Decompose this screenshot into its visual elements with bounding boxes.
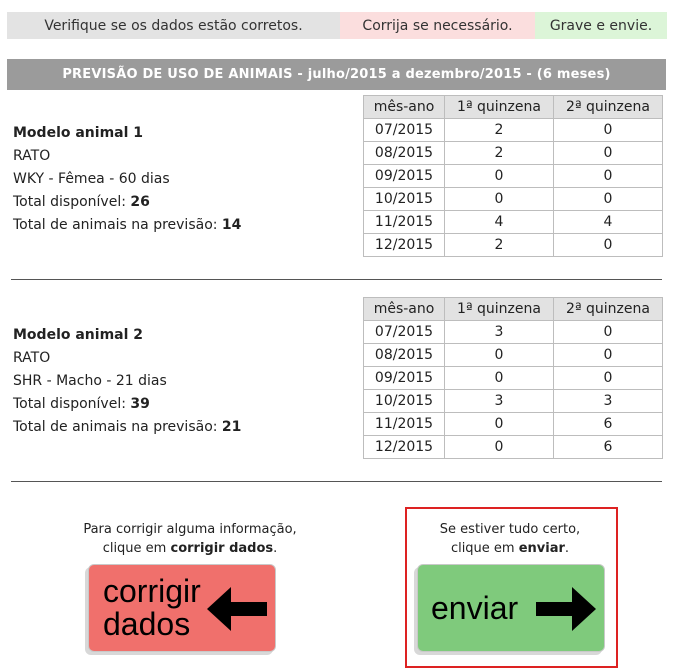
correct-instructions-line1: Para corrigir alguma informação, xyxy=(83,522,297,537)
model-1-info xyxy=(13,122,241,237)
model-1-forecast-table xyxy=(363,95,663,257)
page-title xyxy=(7,59,666,90)
correct-instructions-pre: clique em xyxy=(102,541,171,556)
step-verify xyxy=(7,12,340,39)
cell-second: 4 xyxy=(554,211,663,234)
cell-second: 0 xyxy=(554,188,663,211)
model-2-forecast-table xyxy=(363,297,663,459)
send-instructions-pre: clique em xyxy=(450,541,519,556)
model-2-available xyxy=(13,393,241,416)
cell-month: 10/2015 xyxy=(364,390,445,413)
cell-second: 0 xyxy=(554,119,663,142)
model-1-species: RATO xyxy=(13,148,51,164)
table-row xyxy=(364,344,663,367)
model-2-forecast-label: Total de animais na previsão: xyxy=(13,419,222,435)
section-divider xyxy=(11,279,662,280)
table-row xyxy=(364,119,663,142)
send-instructions xyxy=(410,520,610,558)
step-save-send xyxy=(535,12,667,39)
cell-first: 3 xyxy=(445,321,554,344)
cell-first: 0 xyxy=(445,165,554,188)
model-2-forecast-value: 21 xyxy=(221,419,242,435)
table-row xyxy=(364,142,663,165)
send-instructions-line1: Se estiver tudo certo, xyxy=(439,522,581,537)
correct-data-button-label xyxy=(103,575,203,641)
cell-second: 0 xyxy=(554,344,663,367)
cell-first: 2 xyxy=(445,119,554,142)
cell-month: 07/2015 xyxy=(364,119,445,142)
model-1-forecast-value: 14 xyxy=(221,217,242,233)
send-button-label: enviar xyxy=(431,589,519,626)
cell-month: 10/2015 xyxy=(364,188,445,211)
correct-data-button-line2: dados xyxy=(103,606,191,642)
cell-second: 6 xyxy=(554,413,663,436)
table-row xyxy=(364,211,663,234)
step-correct-label: Corrija se necessário. xyxy=(362,17,513,34)
cell-first: 2 xyxy=(445,234,554,257)
cell-second: 0 xyxy=(554,321,663,344)
model-1-available-label: Total disponível: xyxy=(13,194,131,210)
cell-second: 0 xyxy=(554,234,663,257)
cell-month: 09/2015 xyxy=(364,165,445,188)
correct-instructions xyxy=(40,520,340,558)
cell-second: 6 xyxy=(554,436,663,459)
arrow-left-icon xyxy=(207,587,267,631)
correct-data-button-line1: corrigir xyxy=(103,573,201,609)
table-header-row xyxy=(364,96,663,119)
steps-bar xyxy=(7,12,667,39)
table-header-row xyxy=(364,298,663,321)
table-row xyxy=(364,436,663,459)
cell-first: 0 xyxy=(445,436,554,459)
send-button[interactable] xyxy=(417,564,605,652)
cell-second: 0 xyxy=(554,367,663,390)
cell-first: 0 xyxy=(445,188,554,211)
cell-month: 08/2015 xyxy=(364,142,445,165)
table-row xyxy=(364,390,663,413)
section-divider xyxy=(11,481,662,482)
cell-month: 09/2015 xyxy=(364,367,445,390)
model-2-strain: SHR - Macho - 21 dias xyxy=(13,373,167,389)
cell-second: 0 xyxy=(554,142,663,165)
cell-first: 0 xyxy=(445,367,554,390)
send-instructions-bold: enviar xyxy=(518,541,565,556)
cell-month: 12/2015 xyxy=(364,436,445,459)
cell-first: 2 xyxy=(445,142,554,165)
cell-month: 11/2015 xyxy=(364,413,445,436)
table-row xyxy=(364,413,663,436)
step-save-send-label: Grave e envie. xyxy=(549,17,653,34)
arrow-right-icon xyxy=(536,587,596,631)
cell-first: 0 xyxy=(445,413,554,436)
table-row xyxy=(364,188,663,211)
table-row xyxy=(364,165,663,188)
model-1-available-value: 26 xyxy=(130,194,150,210)
cell-second: 0 xyxy=(554,165,663,188)
cell-first: 4 xyxy=(445,211,554,234)
model-1-forecast xyxy=(13,214,241,237)
column-header-month: mês-ano xyxy=(364,298,445,321)
model-2-available-value: 39 xyxy=(130,396,150,412)
cell-month: 11/2015 xyxy=(364,211,445,234)
model-2-forecast xyxy=(13,416,241,439)
column-header-second-fortnight: 2ª quinzena xyxy=(554,96,663,119)
model-1-forecast-label: Total de animais na previsão: xyxy=(13,217,222,233)
correct-instructions-line2 xyxy=(40,539,340,558)
correct-instructions-post: . xyxy=(273,541,278,556)
cell-month: 12/2015 xyxy=(364,234,445,257)
table-row xyxy=(364,367,663,390)
cell-month: 08/2015 xyxy=(364,344,445,367)
column-header-second-fortnight: 2ª quinzena xyxy=(554,298,663,321)
correct-instructions-bold: corrigir dados xyxy=(170,541,274,556)
cell-month: 07/2015 xyxy=(364,321,445,344)
column-header-first-fortnight: 1ª quinzena xyxy=(445,298,554,321)
correct-data-button[interactable] xyxy=(88,564,276,652)
model-1-name: Modelo animal 1 xyxy=(13,125,144,141)
model-2-available-label: Total disponível: xyxy=(13,396,131,412)
model-2-name: Modelo animal 2 xyxy=(13,327,144,343)
cell-first: 3 xyxy=(445,390,554,413)
table-row xyxy=(364,234,663,257)
model-1-available xyxy=(13,191,241,214)
column-header-first-fortnight: 1ª quinzena xyxy=(445,96,554,119)
model-1-strain: WKY - Fêmea - 60 dias xyxy=(13,171,170,187)
page-title-text: PREVISÃO DE USO DE ANIMAIS - julho/2015 a dezembro/2015 - (6 meses) xyxy=(62,67,611,82)
step-correct xyxy=(340,12,535,39)
model-2-species: RATO xyxy=(13,350,51,366)
step-verify-label: Verifique se os dados estão corretos. xyxy=(44,17,303,34)
table-row xyxy=(364,321,663,344)
column-header-month: mês-ano xyxy=(364,96,445,119)
cell-second: 3 xyxy=(554,390,663,413)
cell-first: 0 xyxy=(445,344,554,367)
model-2-info xyxy=(13,324,241,439)
send-instructions-post: . xyxy=(564,541,570,556)
send-instructions-line2 xyxy=(410,539,610,558)
